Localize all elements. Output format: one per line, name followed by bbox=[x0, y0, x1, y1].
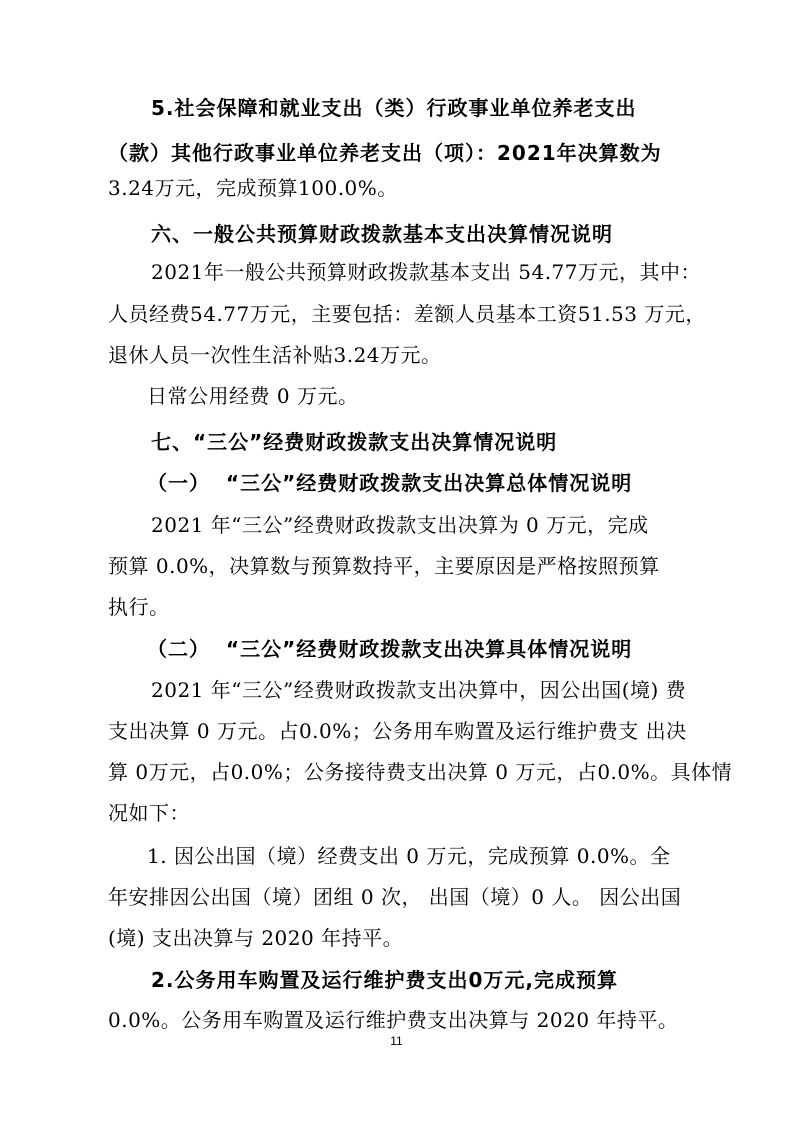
section-7-sub-2-heading: （二） “三公”经费财政拨款支出决算具体情况说明 bbox=[147, 637, 633, 661]
section-7-heading: 七、“三公”经费财政拨款支出决算情况说明 bbox=[151, 430, 558, 454]
item-2-line-1: 2.公务用车购置及运行维护费支出0万元,完成预算 bbox=[151, 968, 619, 992]
section-6-para-line-1: 2021年一般公共预算财政拨款基本支出 54.77万元，其中： bbox=[151, 260, 702, 284]
item-5-line-2: （款）其他行政事业单位养老支出（项）：2021年决算数为 bbox=[108, 141, 662, 165]
section-6-para-line-3: 退休人员一次性生活补贴3.24万元。 bbox=[108, 343, 442, 367]
page-number: 11 bbox=[390, 1034, 403, 1048]
section-6-para-line-2: 人员经费54.77万元，主要包括：差额人员基本工资51.53 万元， bbox=[108, 302, 706, 326]
item-1-line-3: (境) 支出决算与 2020 年持平。 bbox=[108, 926, 404, 950]
item-1-line-2: 年安排因公出国（境）团组 0 次， 出国（境）0 人。 因公出国 bbox=[108, 885, 682, 909]
section-7-sub-2-line-2: 支出决算 0 万元。占0.0%；公务用车购置及运行维护费支 出决 bbox=[108, 719, 687, 743]
section-7-sub-1-line-2: 预算 0.0%，决算数与预算数持平，主要原因是严格按照预算 bbox=[108, 554, 660, 578]
section-7-sub-2-line-1: 2021 年“三公”经费财政拨款支出决算中，因公出国(境) 费 bbox=[151, 678, 687, 702]
item-5-line-1: 5.社会保障和就业支出（类）行政事业单位养老支出 bbox=[151, 96, 637, 120]
section-7-sub-2-line-3: 算 0万元，占0.0%；公务接待费支出决算 0 万元，占0.0%。具体情 bbox=[108, 760, 733, 784]
item-2-line-2: 0.0%。公务用车购置及运行维护费支出决算与 2020 年持平。 bbox=[108, 1008, 679, 1032]
section-6-para-line-4: 日常公用经费 0 万元。 bbox=[147, 384, 359, 408]
item-5-line-3: 3.24万元，完成预算100.0%。 bbox=[108, 176, 398, 200]
item-1-line-1: 1. 因公出国（境）经费支出 0 万元，完成预算 0.0%。全 bbox=[147, 844, 671, 868]
section-7-sub-1-line-3: 执行。 bbox=[108, 595, 170, 619]
section-7-sub-1-line-1: 2021 年“三公”经费财政拨款支出决算为 0 万元，完成 bbox=[151, 513, 649, 537]
section-6-heading: 六、一般公共预算财政拨款基本支出决算情况说明 bbox=[151, 222, 613, 246]
section-7-sub-1-heading: （一） “三公”经费财政拨款支出决算总体情况说明 bbox=[147, 471, 633, 495]
section-7-sub-2-line-4: 况如下： bbox=[108, 801, 190, 825]
